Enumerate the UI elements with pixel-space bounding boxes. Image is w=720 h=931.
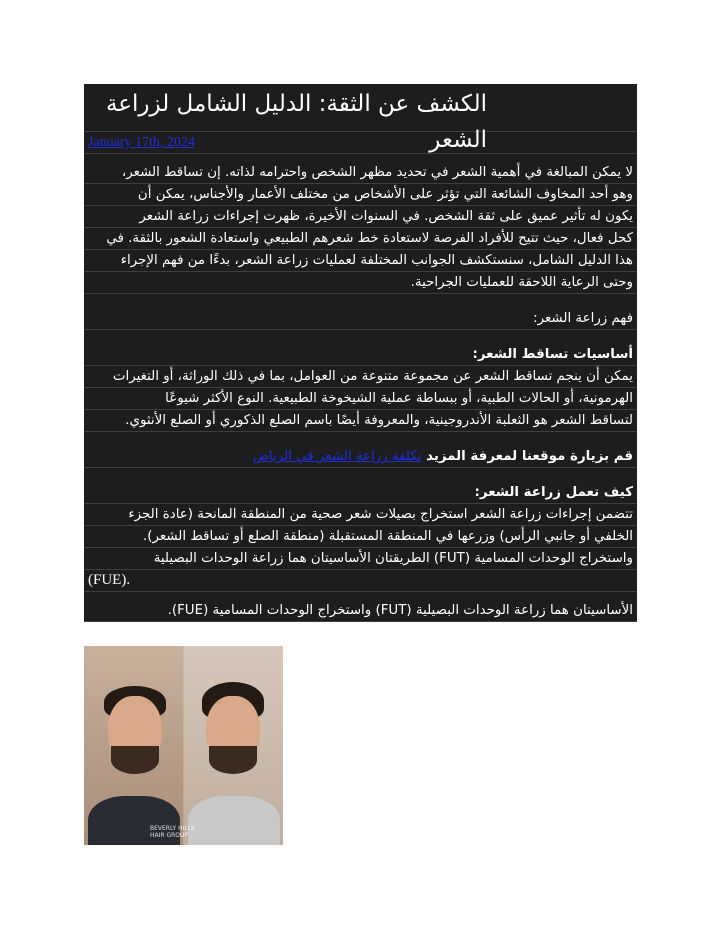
intro-line-1: لا يمكن المبالغة في أهمية الشعر في تحديد مظهر الشخص واحترامه لذاته. إن تساقط الشعر، [84, 162, 637, 184]
how-line-3: واستخراج الوحدات المسامية (FUT) الطريقتان الأساسيتان هما زراعة الوحدات البصيلية [84, 548, 637, 570]
intro-line-3: يكون له تأثير عميق على ثقة الشخص. في السنوات الأخيرة، ظهرت إجراءات زراعة الشعر [84, 206, 637, 228]
visit-link[interactable]: تكلفة زراعة الشعر في الرياض [252, 449, 422, 464]
beard-shape [209, 746, 257, 774]
before-after-photo [84, 646, 283, 845]
beard-shape [111, 746, 159, 774]
spacer [84, 154, 637, 162]
how-line-4: (FUE). [84, 570, 637, 592]
intro-line-5: هذا الدليل الشامل، سنستكشف الجوانب المختلفة لعمليات زراعة الشعر، بدءًا من فهم الإجراء [84, 250, 637, 272]
article-date-link[interactable]: January 17th, 2024 [84, 132, 637, 154]
shirt-shape [188, 796, 280, 845]
intro-line-4: كحل فعال، حيث تتيح للأفراد الفرصة لاستعادة خط شعرهم الطبيعي واستعادة الشعور بالثقة. في [84, 228, 637, 250]
article-title: الكشف عن الثقة: الدليل الشامل لزراعة الشعر [84, 84, 637, 132]
before-photo [84, 646, 183, 845]
how-heading: كيف تعمل زراعة الشعر: [84, 482, 637, 504]
spacer [84, 468, 637, 482]
article-panel [84, 84, 637, 622]
after-photo [184, 646, 283, 845]
how-line-1: تتضمن إجراءات زراعة الشعر استخراج بصيلات شعر صحية من المنطقة المانحة (عادة الجزء [84, 504, 637, 526]
clinic-watermark [150, 825, 195, 839]
basics-line-1: يمكن أن ينجم تساقط الشعر عن مجموعة متنوعة من العوامل، بما في ذلك الوراثة، أو التغيرات [84, 366, 637, 388]
how-line-2: الخلفي أو جانبي الرأس) وزرعها في المنطقة المستقبلة (منطقة الصلع أو تساقط الشعر). [84, 526, 637, 548]
intro-line-6: وحتى الرعاية اللاحقة للعمليات الجراحية. [84, 272, 637, 294]
spacer [84, 592, 637, 600]
spacer [84, 330, 637, 344]
visit-row [84, 446, 637, 468]
basics-heading: أساسيات تساقط الشعر: [84, 344, 637, 366]
basics-line-3: لتساقط الشعر هو الثعلبة الأندروجينية، والمعروفة أيضًا باسم الصلع الذكوري أو الصلع الأنثوي. [84, 410, 637, 432]
visit-text: قم بزيارة موقعنا لمعرفة المزيد [426, 449, 633, 464]
spacer [84, 294, 637, 308]
understanding-heading: فهم زراعة الشعر: [84, 308, 637, 330]
watermark-line-2: HAIR GROUP [150, 832, 189, 839]
intro-line-2: وهو أحد المخاوف الشائعة التي تؤثر على الأشخاص من مختلف الأعمار والأجناس، يمكن أن [84, 184, 637, 206]
spacer [84, 432, 637, 446]
last-line: الأساسيتان هما زراعة الوحدات البصيلية (FUT) واستخراج الوحدات المسامية (FUE). [84, 600, 637, 622]
basics-line-2: الهرمونية، أو الحالات الطبية، أو ببساطة عملية الشيخوخة الطبيعية. النوع الأكثر شيوعًا [84, 388, 637, 410]
watermark-line-1: BEVERLY HILLS [150, 825, 195, 832]
